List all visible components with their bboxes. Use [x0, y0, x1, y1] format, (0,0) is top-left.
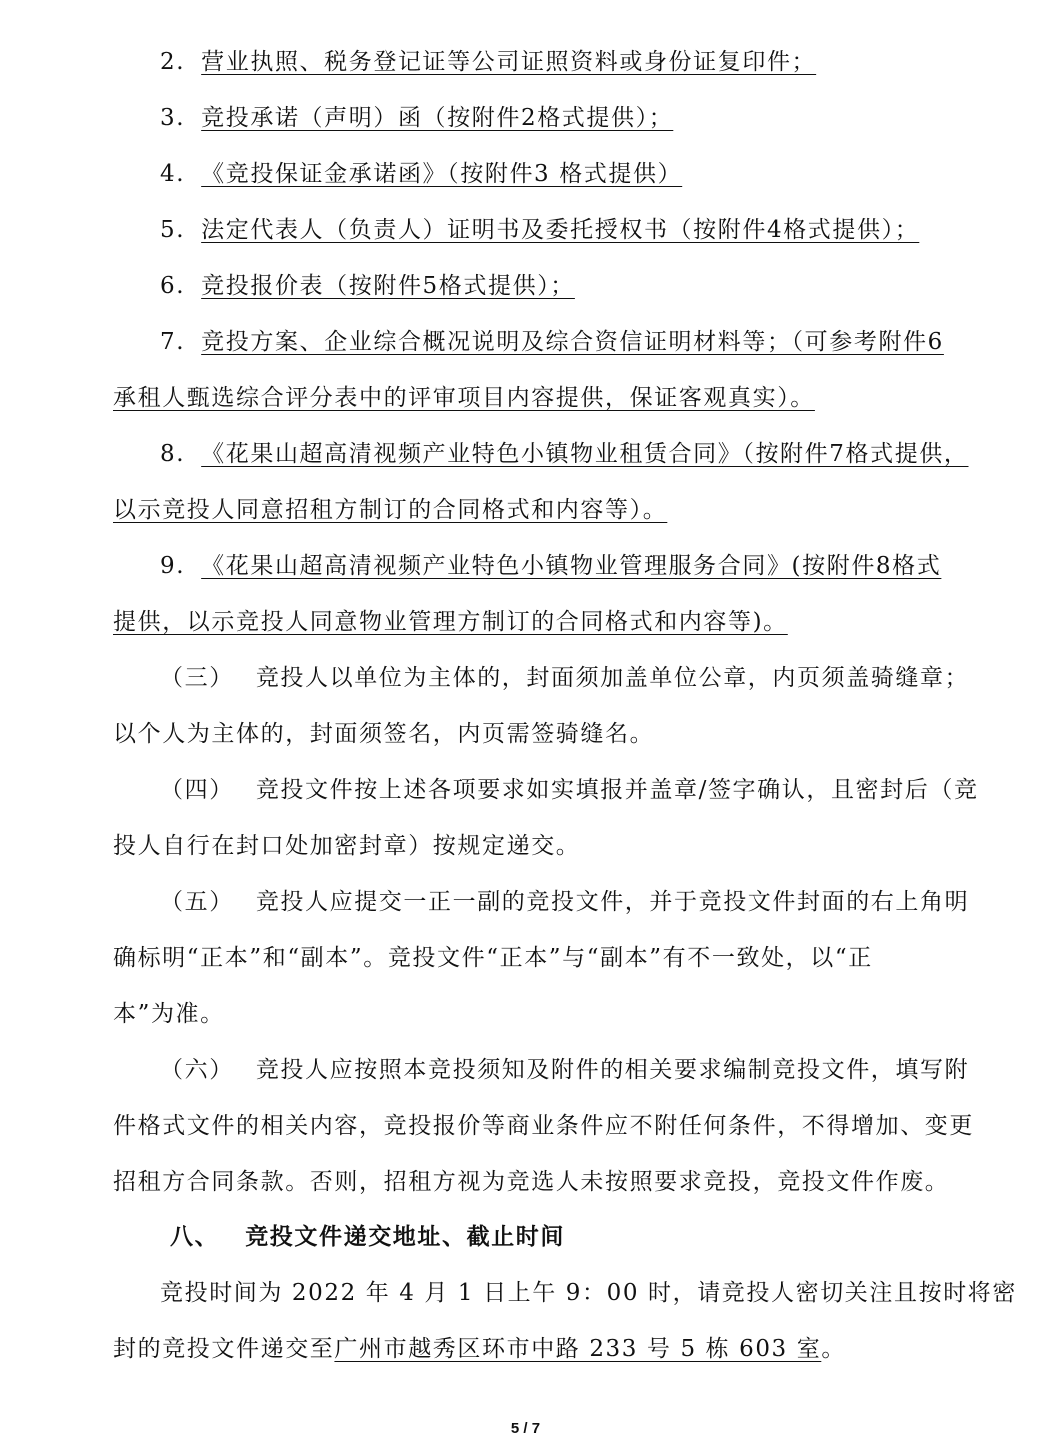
item-text: 《花果山超高清视频产业特色小镇物业管理服务合同》(按附件8格式 [201, 553, 942, 579]
section-label: （三） [160, 665, 234, 691]
section-text: 本”为准。 [113, 1001, 225, 1027]
section-text: 竞投人应按照本竞投须知及附件的相关要求编制竞投文件，填写附 [255, 1057, 970, 1083]
paragraph-text: 。 [821, 1336, 846, 1362]
section-5-cont2 [113, 999, 225, 1029]
section-6-cont2 [113, 1167, 949, 1197]
section-heading [170, 1222, 565, 1252]
list-item-3 [160, 103, 673, 133]
section-4-cont [113, 831, 580, 861]
list-item-7-cont [113, 383, 815, 413]
item-number: 6. [160, 273, 186, 299]
submission-time [160, 1278, 1017, 1308]
section-text: 以个人为主体的，封面须签名，内页需签骑缝名。 [113, 721, 655, 747]
section-6-cont [113, 1111, 974, 1141]
list-item-8-cont [113, 495, 667, 525]
paragraph-text: 竞投时间为 2022 年 4 月 1 日上午 9：00 时，请竞投人密切关注且按时将密 [160, 1280, 1017, 1306]
section-label: （四） [160, 777, 234, 803]
section-text: 件格式文件的相关内容，竞投报价等商业条件应不附任何条件，不得增加、变更 [113, 1113, 974, 1139]
list-item-8 [160, 439, 969, 469]
heading-title: 竞投文件递交地址、截止时间 [245, 1224, 566, 1250]
item-text: 提供，以示竞投人同意物业管理方制订的合同格式和内容等)。 [113, 609, 788, 635]
list-item-7 [160, 327, 944, 357]
item-number: 8. [160, 441, 186, 467]
section-6 [160, 1055, 969, 1085]
item-number: 7. [160, 329, 186, 355]
section-text: 招租方合同条款。否则，招租方视为竞选人未按照要求竞投，竞投文件作废。 [113, 1169, 950, 1195]
section-5-cont [113, 943, 873, 973]
section-text: 竞投人应提交一正一副的竞投文件，并于竞投文件封面的右上角明 [255, 889, 970, 915]
section-3-cont [113, 719, 654, 749]
heading-number: 八、 [170, 1224, 220, 1250]
list-item-2 [160, 47, 816, 77]
paragraph-text: 封的竞投文件递交至 [113, 1336, 335, 1362]
section-4 [160, 775, 979, 805]
list-item-6 [160, 271, 575, 301]
item-number: 5. [160, 217, 186, 243]
list-item-5 [160, 215, 919, 245]
item-text: 竞投方案、企业综合概况说明及综合资信证明材料等；（可参考附件6 [201, 329, 944, 355]
item-text: 以示竞投人同意招租方制订的合同格式和内容等）。 [113, 497, 668, 523]
section-3 [160, 663, 969, 693]
item-number: 3. [160, 105, 186, 131]
item-number: 2. [160, 49, 186, 75]
item-number: 4. [160, 161, 186, 187]
section-label: （五） [160, 889, 234, 915]
item-text: 竞投报价表（按附件5格式提供）； [201, 273, 575, 299]
item-text: 竞投承诺（声明）函（按附件2格式提供）； [201, 105, 674, 131]
list-item-9-cont [113, 607, 788, 637]
section-text: 竞投文件按上述各项要求如实填报并盖章/签字确认，且密封后（竞 [255, 777, 979, 803]
item-text: 《竞投保证金承诺函》（按附件3 格式提供） [201, 161, 683, 187]
section-text: 确标明“正本”和“副本”。竞投文件“正本”与“副本”有不一致处，以“正 [113, 945, 873, 971]
section-text: 投人自行在封口处加密封章）按规定递交。 [113, 833, 581, 859]
submission-address [113, 1334, 846, 1364]
section-5 [160, 887, 969, 917]
item-text: 《花果山超高清视频产业特色小镇物业租赁合同》（按附件7格式提供， [201, 441, 969, 467]
list-item-4 [160, 159, 682, 189]
address-text: 广州市越秀区环市中路 233 号 5 栋 603 室 [334, 1336, 822, 1362]
item-text: 承租人甄选综合评分表中的评审项目内容提供，保证客观真实）。 [113, 385, 815, 411]
section-text: 竞投人以单位为主体的，封面须加盖单位公章，内页须盖骑缝章； [255, 665, 970, 691]
list-item-9 [160, 551, 941, 581]
section-label: （六） [160, 1057, 234, 1083]
item-text: 法定代表人（负责人）证明书及委托授权书（按附件4格式提供）； [201, 217, 920, 243]
item-text: 营业执照、税务登记证等公司证照资料或身份证复印件； [201, 49, 817, 75]
page-number: 5 / 7 [510, 1420, 541, 1437]
item-number: 9. [160, 553, 186, 579]
